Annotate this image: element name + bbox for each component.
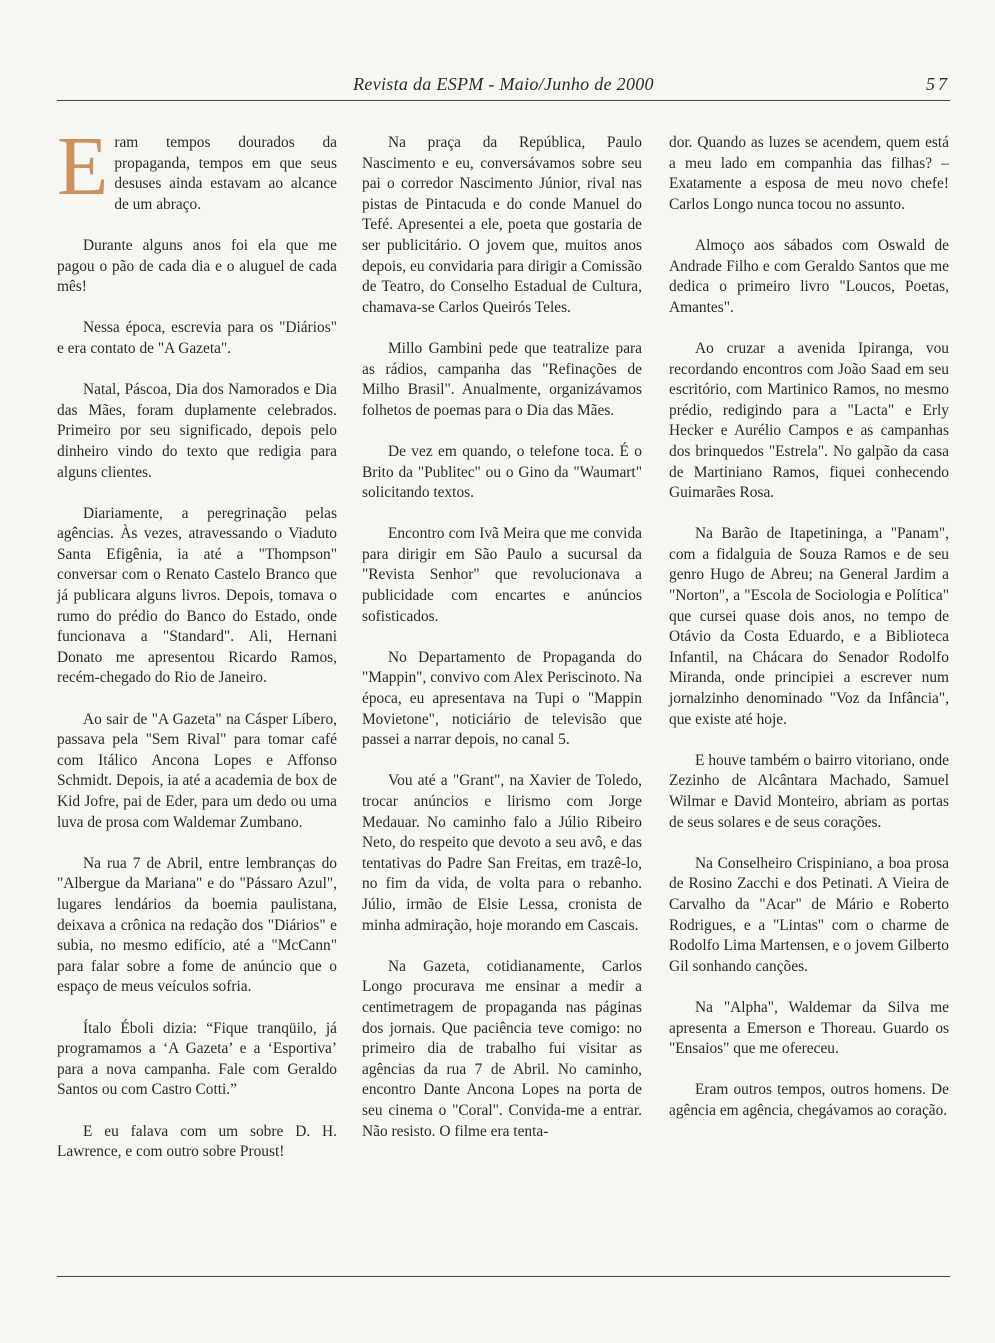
journal-title: Revista da ESPM - Maio/Junho de 2000 <box>353 74 654 94</box>
article-column-3 <box>669 133 949 1142</box>
page-header <box>57 74 950 100</box>
paragraph: Eram tempos dourados da propaganda, tempos em que seus desuses ainda estavam ao alcance de um abraço. <box>57 120 337 213</box>
paragraph: Nessa época, escrevia para os "Diários" e era contato de "A Gazeta". <box>57 319 337 357</box>
paragraph: Ítalo Éboli dizia: “Fique tranqüilo, já programamos a ‘A Gazeta’ e a ‘Esportiva’ para a nova campanha. Fale com Geraldo Santos ou com Castro Cotti.” <box>57 1019 337 1099</box>
paragraph: Ao cruzar a avenida Ipiranga, vou recordando encontros com João Saad em seu escritório, com Martinico Ramos, no mesmo prédio, redigindo para a "Lacta" e Erly Hecker e Aurélio Campos e as campanhas dos brinquedos "Estrela". No galpão da casa de Martiniano Ramos, fiquei conhecendo Guimarães Rosa. <box>669 339 949 502</box>
drop-cap: E <box>57 120 109 213</box>
paragraph: Na praça da República, Paulo Nascimento e eu, conversávamos sobre seu pai o corredor Nascimento Júnior, rival nas pistas de Pintacuda e do conde Manuel do Tefé. Apresentei a ele, poeta que gostaria de ser publicitário. O jovem que, muitos anos depois, eu convidaria para dirigir a Comissão de Teatro, do Conselho Estadual de Cultura, chamava-se Carlos Queirós Teles. <box>362 134 642 316</box>
header-rule <box>57 100 950 101</box>
paragraph: Millo Gambini pede que teatralize para as rádios, campanha das "Refinações de Milho Brasil". Anualmente, organizávamos folhetos de poemas para o Dia das Mães. <box>362 339 642 419</box>
paragraph: Durante alguns anos foi ela que me pagou o pão de cada dia e o aluguel de cada mês! <box>57 236 337 296</box>
paragraph: E houve também o bairro vitoriano, onde Zezinho de Alcântara Machado, Samuel Wilmar e David Monteiro, abriam as portas de seus solares e de seus corações. <box>669 751 949 831</box>
paragraph: Na Conselheiro Crispiniano, a boa prosa de Rosino Zacchi e dos Petinati. A Vieira de Carvalho da "Acar" de Mário e Roberto Rodrigues, e a "Lintas" com o charme de Rodolfo Lima Martensen, e o jovem Gilberto Gil sonhando canções. <box>669 854 949 975</box>
footer-rule <box>57 1276 950 1277</box>
paragraph: Na "Alpha", Waldemar da Silva me apresenta a Emerson e Thoreau. Guardo os "Ensaios" que me ofereceu. <box>669 998 949 1058</box>
paragraph: E eu falava com um sobre D. H. Lawrence, e com outro sobre Proust! <box>57 1122 337 1161</box>
paragraph: Almoço aos sábados com Oswald de Andrade Filho e com Geraldo Santos que me dedica o primeiro livro "Loucos, Poetas, Amantes". <box>669 236 949 316</box>
page-number: 57 <box>926 74 950 94</box>
paragraph: dor. Quando as luzes se acendem, quem está a meu lado em companhia das filhas? – Exatamente a esposa de meu novo chefe! Carlos Longo nunca tocou no assunto. <box>669 134 949 213</box>
paragraph: Na Barão de Itapetininga, a "Panam", com a fidalguia de Souza Ramos e de seu genro Hugo de Abreu; na General Jardim a "Norton", a "Escola de Sociologia e Política" que cursei quase dois anos, no tempo de Otávio da Costa Eduardo, e a Biblioteca Infantil, na Chácara do Senador Rodolfo Miranda, onde principiei a escrever num jornalzinho denominado "Voz da Infância", que existe até hoje. <box>669 525 949 728</box>
paragraph: Na Gazeta, cotidianamente, Carlos Longo procurava me ensinar a medir a centimetragem de propaganda nas páginas dos jornais. Que paciência teve comigo: no primeiro dia de trabalho fui visitar as agências da rua 7 de Abril. No caminho, encontro Dante Ancona Lopes na porta de seu cinema o "Coral". Convida-me a entrar. Não resisto. O filme era tenta- <box>362 957 642 1140</box>
paragraph: Eram outros tempos, outros homens. De agência em agência, chegávamos ao coração. <box>669 1081 949 1119</box>
paragraph: De vez em quando, o telefone toca. É o Brito da "Publitec" ou o Gino da "Waumart" solicitando textos. <box>362 442 642 502</box>
paragraph: Vou até a "Grant", na Xavier de Toledo, trocar anúncios e lirismo com Jorge Medauar. No caminho falo a Júlio Ribeiro Neto, do respeito que devoto a seu avô, e das tentativas do Padre San Freitas, em trazê-lo, no fim da vida, de volta para o rebanho. Júlio, irmão de Elsie Lessa, cronista de minha admiração, hoje morando em Cascais. <box>362 772 642 934</box>
paragraph: Encontro com Ivã Meira que me convida para dirigir em São Paulo a sucursal da "Revista Senhor" que revolucionava a publicidade com encartes e anúncios sofisticados. <box>362 525 642 625</box>
paragraph: No Departamento de Propaganda do "Mappin", convivo com Alex Periscinoto. Na época, eu apresentava na Tupi o "Mappin Movietone", noticiário de televisão que passei a narrar depois, no canal 5. <box>362 648 642 749</box>
article-column-2 <box>362 133 642 1163</box>
paragraph: Na rua 7 de Abril, entre lembranças do "Albergue da Mariana" e do "Pássaro Azul", lugares lendários da boemia paulistana, deixava a crônica na redação dos "Diários" e subia, no mesmo edifício, até a "McCann" para falar sobre a fome de anúncio que o espaço de meus veículos sofria. <box>57 854 337 996</box>
paragraph: Diariamente, a peregrinação pelas agências. Às vezes, atravessando o Viaduto Santa Efigênia, ia até a "Thompson" conversar com o Renato Castelo Branco que já publicara alguns livros. Depois, tomava o rumo do prédio do Banco do Estado, onde funcionava a "Standard". Ali, Hernani Donato me apresentou Ricardo Ramos, recém-chegado do Rio de Janeiro. <box>57 504 337 687</box>
article-column-1 <box>57 120 337 1183</box>
paragraph: Ao sair de "A Gazeta" na Cásper Líbero, passava pela "Sem Rival" para tomar café com Itálico Ancona Lopes e Affonso Schmidt. Depois, ia até a academia de box de Kid Jofre, pai de Eder, para um dedo ou uma luva de prosa com Waldemar Zumbano. <box>57 710 337 831</box>
paragraph: Natal, Páscoa, Dia dos Namorados e Dia das Mães, foram duplamente celebrados. Primeiro por seu significado, depois pelo dinheiro vindo do texto que redigia para alguns clientes. <box>57 381 337 481</box>
